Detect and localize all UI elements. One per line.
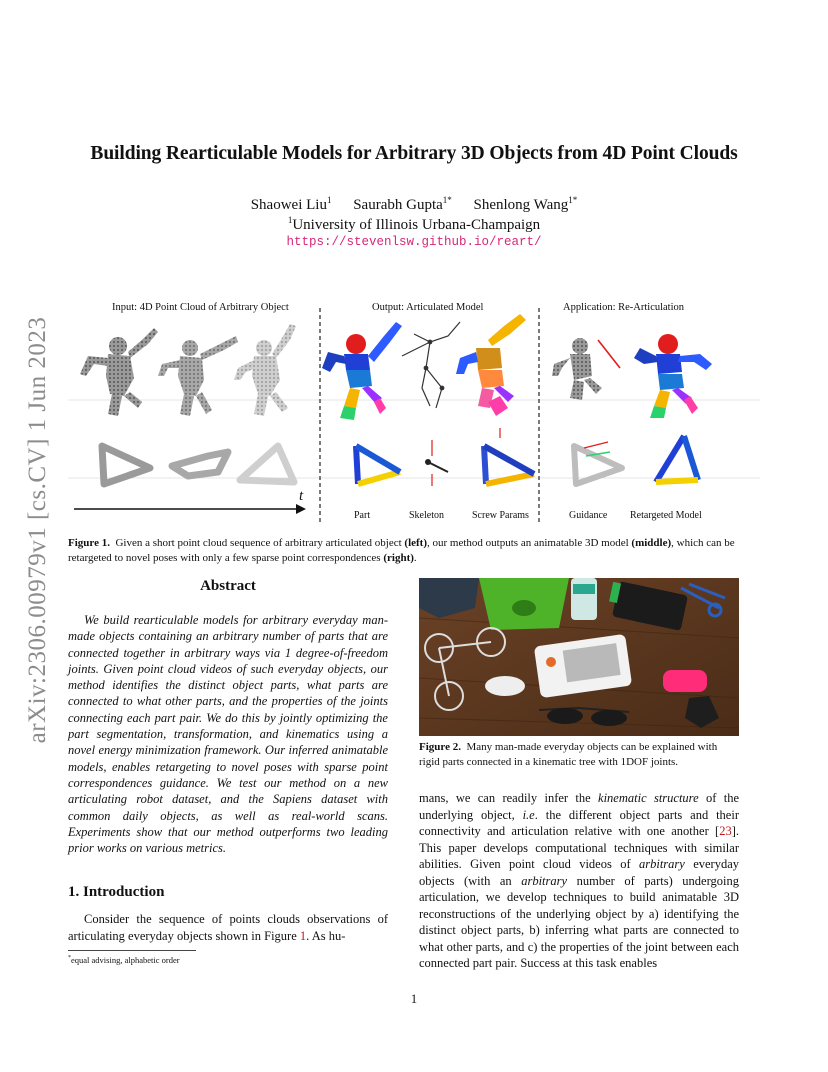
sub-label-screw-params: Screw Params — [472, 510, 529, 521]
teaser-illustration — [68, 296, 760, 526]
footnote-divider — [68, 950, 196, 951]
time-axis-label: t — [299, 488, 304, 504]
footnote: *equal advising, alphabetic order — [68, 955, 180, 965]
sub-label-retargeted-model: Retargeted Model — [630, 510, 702, 521]
figure-1-caption: Figure 1. Given a short point cloud sequence of arbitrary articulated object (left), our method outputs an animatable 3D model (middle), which can be retargeted to novel poses with only a few sparse point correspondences (right). — [68, 537, 735, 564]
application-retargeted-robot — [634, 334, 712, 418]
output-skeleton-joint — [425, 440, 448, 486]
panel-label-input: Input: 4D Point Cloud of Arbitrary Object — [112, 302, 289, 313]
figure-2-photo — [419, 578, 739, 736]
introduction-continued: mans, we can readily infer the kinematic structure of the underlying object, i.e. the different object parts and their connectivity and articulation relative with one another [23]. This paper develops computational techniques with similar abilities. Given point cloud videos of arbitrary everyday objects (with an arbitrary number of parts) undergoing articulation, we develop techniques to build animatable 3D reconstructions of the underlying object by a) identifying the distinct object parts, b) inferring what parts are connected to what other parts, and c) the properties of the joint between each connected part pair. Success at this task enables — [419, 791, 740, 970]
citation-link[interactable]: 23 — [719, 824, 732, 838]
application-retargeted-lamp — [656, 436, 698, 482]
joycon-controller — [663, 670, 707, 692]
figure-2-caption: Figure 2. Many man-made everyday objects can be explained with rigid parts connected in a kinematic tree with 1DOF joints. — [419, 741, 718, 768]
paper-title: Building Rearticulable Models for Arbitrary 3D Objects from 4D Point Clouds — [90, 143, 738, 164]
objects-photo-illustration — [419, 578, 739, 736]
arxiv-identifier: arXiv:2306.00979v1 [cs.CV] 1 Jun 2023 — [24, 316, 51, 744]
project-url-link[interactable]: https://stevenlsw.github.io/reart/ — [286, 235, 542, 249]
introduction-body: Consider the sequence of points clouds observations of articulating everyday objects shown in Figure 1. As hu- — [68, 912, 388, 943]
sub-label-skeleton: Skeleton — [409, 510, 444, 521]
author-list — [0, 195, 828, 214]
figure-1-teaser — [68, 296, 760, 526]
panel-label-output: Output: Articulated Model — [372, 302, 484, 313]
output-skeleton — [402, 322, 460, 408]
application-guidance-robot — [552, 338, 620, 400]
sub-label-guidance: Guidance — [569, 510, 608, 521]
figure-reference-link[interactable]: 1 — [299, 928, 307, 943]
affiliation: $^1$University of Illinois Urbana-Champaign — [287, 215, 541, 233]
sub-label-part: Part — [354, 510, 371, 521]
author-2: Saurabh Gupta$^{1*}$ — [353, 195, 452, 213]
author-1: Shaowei Liu$^1$ — [250, 195, 332, 213]
introduction-heading: 1. Introduction — [68, 884, 165, 900]
output-screw-lamp — [484, 428, 534, 484]
abstract-body: We build rearticulable models for arbitrary everyday man-made objects containing an arbitrary number of parts that are connected together in arbitrary ways via 1 degree-of-freedom joints. Given point cloud videos of such everyday objects, our method identifies the distinct object parts, what parts are connected to what other parts, and the properties of the joints connecting each part pair. We do this by jointly optimizing the part segmentation, transformation, and kinematics using a novel energy minimization framework. Our inferred animatable models, enables retargeting to novel poses with sparse point correspondences guidance. We test our method on a new articulating robot dataset, and the Sapiens dataset with common daily objects, as well as real-world scans. Experiments show that our method outperforms two leading prior works on various metrics. — [68, 613, 388, 856]
input-robot-2 — [158, 336, 238, 416]
panel-label-application: Application: Re-Articulation — [563, 302, 685, 313]
page-number: 1 — [410, 992, 418, 1006]
output-part-robot — [322, 322, 402, 420]
output-screw-robot — [456, 314, 526, 416]
abstract-heading: Abstract — [200, 578, 256, 594]
author-3: Shenlong Wang$^{1*}$ — [473, 195, 578, 213]
input-robot-3 — [234, 324, 296, 416]
input-robot-1 — [80, 328, 158, 416]
